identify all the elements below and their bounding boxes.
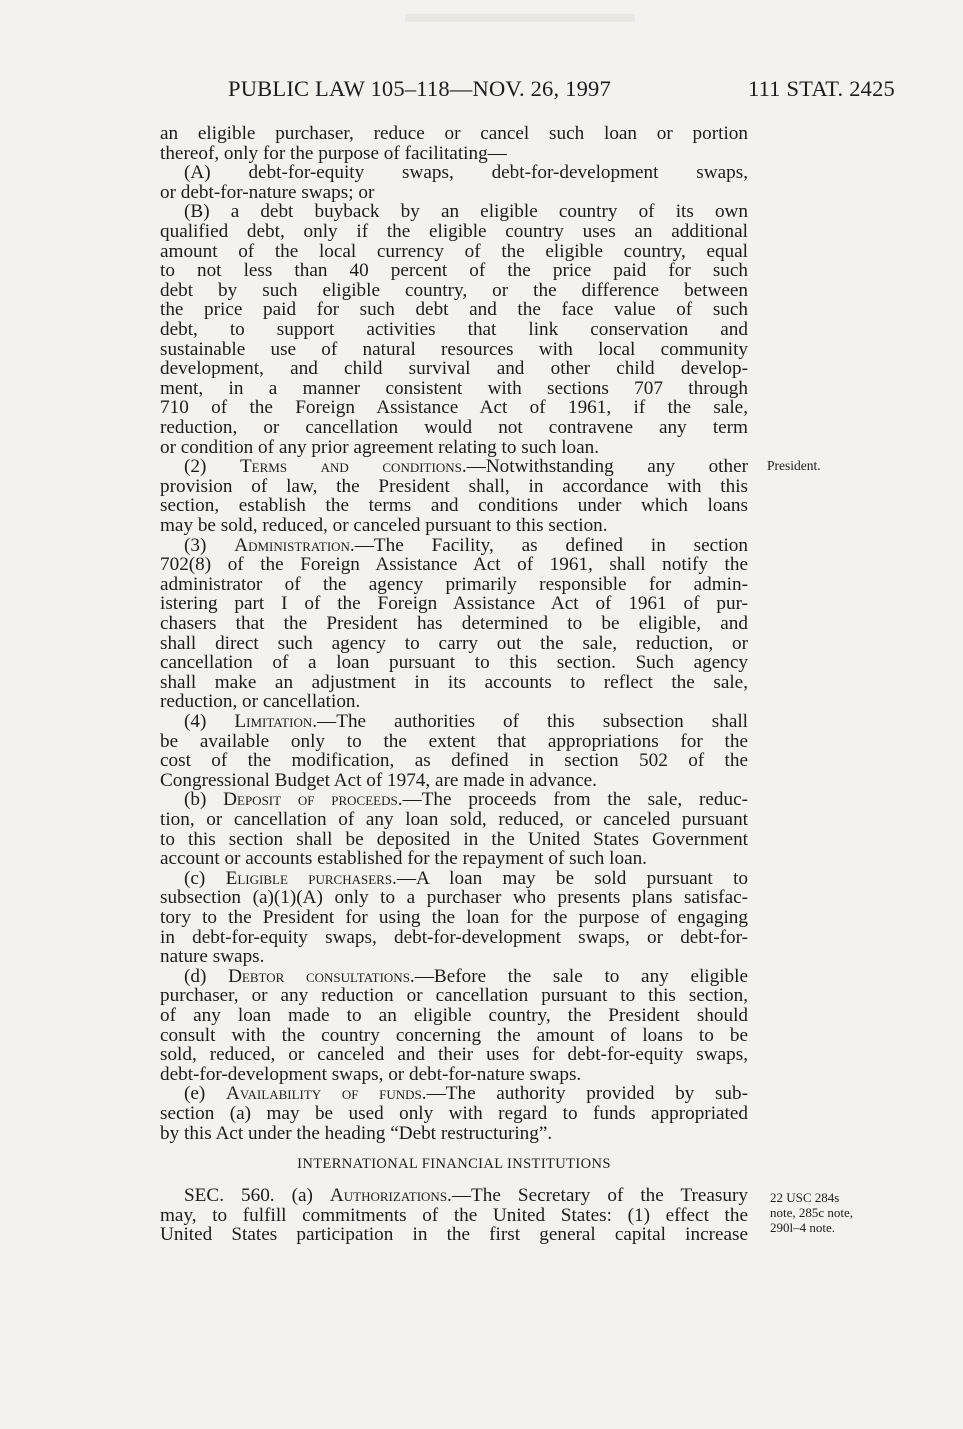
body-line: sold, reduced, or canceled and their uses for debt-for-equity swaps, [160, 1044, 748, 1066]
body-line: development, and child survival and other child develop- [160, 358, 748, 380]
body-line: istering part I of the Foreign Assistance Act of 1961 of pur- [160, 593, 748, 615]
body-line: to this section shall be deposited in the United States Government [160, 828, 748, 850]
sec560-line: SEC. 560. (a) Authorizations.—The Secretary of the Treasury [184, 1185, 748, 1206]
body-line: tion, or cancellation of any loan sold, reduced, or canceled pursuant [160, 809, 748, 830]
body-line: chasers that the President has determined to be eligible, and [160, 613, 748, 634]
body-line: shall make an adjustment in its accounts to reflect the sale, [160, 671, 748, 693]
body-line: account or accounts established for the repayment of such loan. [160, 848, 647, 870]
body-line: cancellation of a loan pursuant to this section. Such agency [160, 652, 748, 674]
body-line: provision of law, the President shall, in accordance with this [160, 475, 748, 497]
body-line: consult with the country concerning the amount of loans to be [160, 1024, 748, 1046]
body-line: section, establish the terms and conditions under which loans [160, 495, 748, 517]
page-header [160, 76, 895, 106]
section-heading: INTERNATIONAL FINANCIAL INSTITUTIONS [297, 1156, 611, 1172]
margin-note-usc-1: 22 USC 284s [770, 1190, 840, 1205]
body-line: Congressional Budget Act of 1974, are made in advance. [160, 769, 597, 791]
body-line: may be sold, reduced, or canceled pursuant to this section. [160, 515, 608, 536]
body-line: reduction, or cancellation would not contravene any term [160, 417, 748, 438]
sec560-line: United States participation in the first general capital increase [160, 1224, 748, 1246]
body-line: (2) Terms and conditions.—Notwithstanding any other [184, 456, 748, 478]
body-line: debt-for-development swaps, or debt-for-nature swaps. [160, 1063, 582, 1085]
margin-note-usc-3: 290l–4 note. [770, 1220, 835, 1235]
body-line: tory to the President for using the loan for the purpose of engaging [160, 907, 748, 928]
body-line: (3) Administration.—The Facility, as defined in section [184, 534, 748, 556]
header-public-law: PUBLIC LAW 105–118—NOV. 26, 1997 [228, 76, 611, 101]
body-line: ment, in a manner consistent with sections 707 through [160, 377, 748, 399]
body-line: section (a) may be used only with regard to funds appropriated [160, 1103, 748, 1124]
body-line: debt by such eligible country, or the difference between [160, 279, 748, 301]
body-line: be available only to the extent that appropriations for the [160, 730, 748, 752]
body-line: 710 of the Foreign Assistance Act of 1961, if the sale, [160, 397, 748, 419]
body-line: in debt-for-equity swaps, debt-for-development swaps, or debt-for- [160, 926, 748, 948]
header-stat-page: 111 STAT. 2425 [747, 76, 895, 101]
body-line: cost of the modification, as defined in section 502 of the [160, 750, 748, 772]
body-line: sustainable use of natural resources with local community [160, 338, 748, 360]
body-line: (c) Eligible purchasers.—A loan may be sold pursuant to [184, 867, 749, 889]
body-line: thereof, only for the purpose of facilitating— [160, 142, 507, 164]
body-line: nature swaps. [160, 946, 265, 968]
body-line: amount of the local currency of the eligible country, equal [160, 240, 748, 262]
body-line: 702(8) of the Foreign Assistance Act of 1961, shall notify the [160, 554, 748, 576]
sec560-line: may, to fulfill commitments of the United States: (1) effect the [160, 1204, 748, 1226]
body-line: or condition of any prior agreement relating to such loan. [160, 436, 600, 458]
margin-note-usc-2: note, 285c note, [770, 1205, 854, 1220]
body-line: to not less than 40 percent of the price paid for such [160, 260, 748, 282]
body-line: (d) Debtor consultations.—Before the sale to any eligible [184, 965, 748, 987]
margin-note-president: President. [767, 458, 821, 473]
body-line: an eligible purchaser, reduce or cancel such loan or portion [160, 123, 748, 144]
body-line: (e) Availability of funds.—The authority provided by sub- [184, 1083, 748, 1105]
body-line: purchaser, or any reduction or cancellation pursuant to this section, [160, 985, 748, 1007]
body-line: debt, to support activities that link conservation and [160, 319, 748, 340]
body-line: (A) debt-for-equity swaps, debt-for-development swaps, [184, 162, 748, 184]
body-line: qualified debt, only if the eligible country uses an additional [160, 221, 748, 242]
body-line: of any loan made to an eligible country, the President should [160, 1005, 748, 1026]
body-line: administrator of the agency primarily responsible for admin- [160, 573, 748, 595]
body-line: by this Act under the heading “Debt restructuring”. [160, 1122, 553, 1144]
body-line: subsection (a)(1)(A) only to a purchaser who presents plans satisfac- [160, 887, 748, 909]
body-line: or debt-for-nature swaps; or [160, 181, 375, 203]
body-line: (b) Deposit of proceeds.—The proceeds from the sale, reduc- [184, 789, 748, 811]
body-line: (B) a debt buyback by an eligible country of its own [184, 201, 748, 223]
body-line: reduction, or cancellation. [160, 691, 361, 713]
body-line: the price paid for such debt and the face value of such [160, 299, 748, 321]
body-line: shall direct such agency to carry out the sale, reduction, or [160, 632, 748, 654]
body-line: (4) Limitation.—The authorities of this subsection shall [184, 711, 749, 732]
scan-artifact [405, 14, 635, 22]
